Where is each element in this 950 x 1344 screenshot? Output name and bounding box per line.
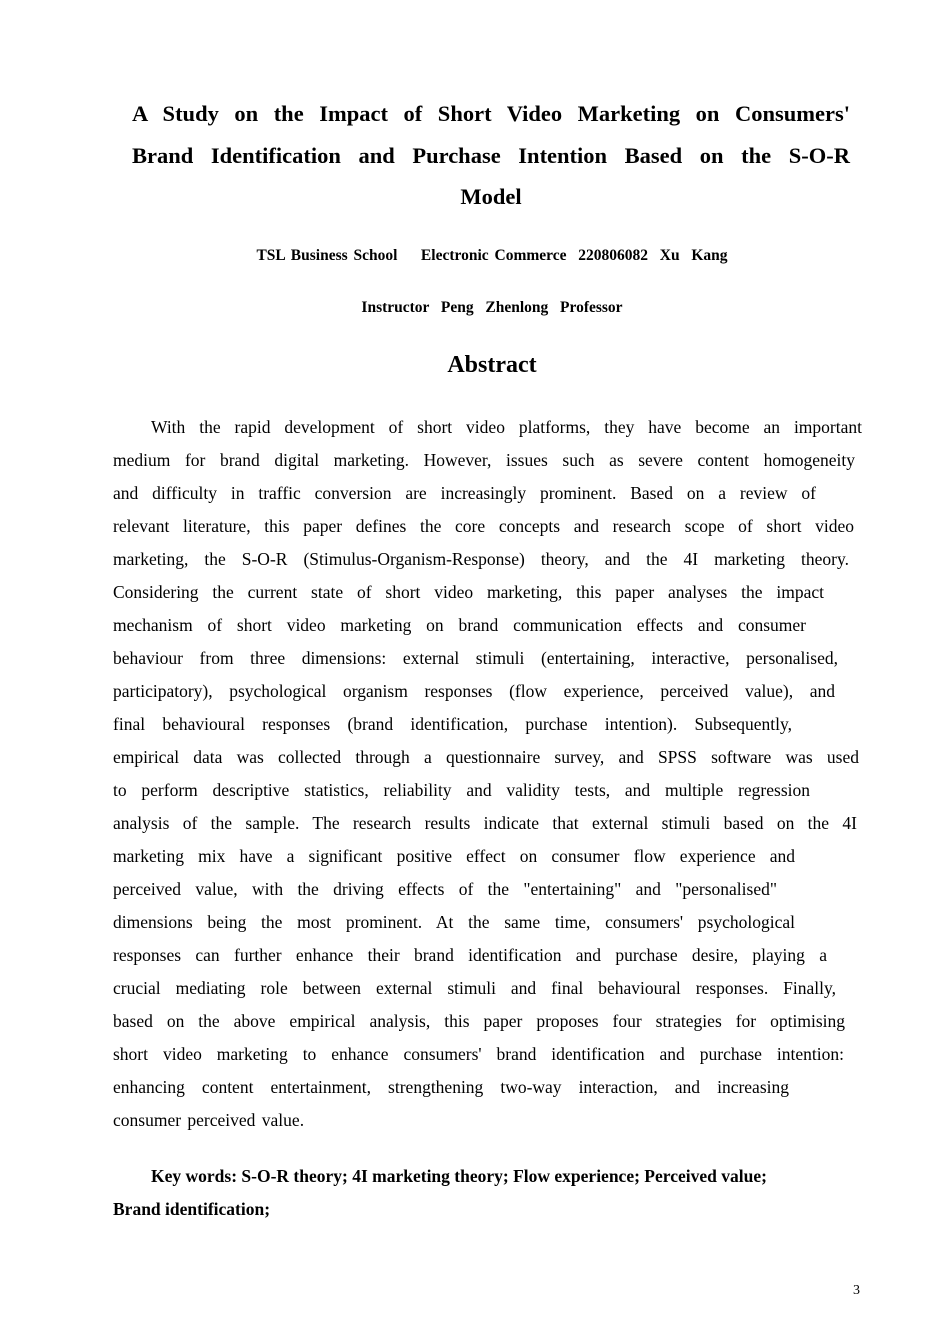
abstract-line: marketing mix have a significant positive effect on consumer flow experience and [113, 846, 795, 866]
abstract-line: dimensions being the most prominent. At the same time, consumers' psychological [113, 912, 795, 932]
abstract-line: based on the above empirical analysis, this paper proposes four strategies for optimising [113, 1011, 845, 1031]
abstract-line: mechanism of short video marketing on brand communication effects and consumer [113, 615, 806, 635]
author-line: TSL Business School Electronic Commerce 220806082 Xu Kang [256, 247, 728, 264]
abstract-line: With the rapid development of short video platforms, they have become an important [151, 417, 862, 437]
abstract-line: enhancing content entertainment, strengthening two-way interaction, and increasing [113, 1077, 789, 1097]
keywords-line-1: Key words: S-O-R theory; 4I marketing theory; Flow experience; Perceived value; [151, 1166, 767, 1186]
abstract-line: responses can further enhance their brand identification and purchase desire, playing a [113, 945, 827, 965]
abstract-line: marketing, the S-O-R (Stimulus-Organism-Response) theory, and the 4I marketing theory. [113, 549, 849, 569]
abstract-line: short video marketing to enhance consumers' brand identification and purchase intention: [113, 1044, 844, 1064]
title-line-1: A Study on the Impact of Short Video Marketing on Consumers' [132, 101, 850, 126]
abstract-line: behaviour from three dimensions: external stimuli (entertaining, interactive, personalised, [113, 648, 838, 668]
abstract-line: relevant literature, this paper defines the core concepts and research scope of short video [113, 516, 854, 536]
keywords-line-2: Brand identification; [113, 1199, 271, 1219]
instructor-line: Instructor Peng Zhenlong Professor [361, 299, 623, 316]
abstract-line: empirical data was collected through a questionnaire survey, and SPSS software was used [113, 747, 859, 767]
title-line-2: Brand Identification and Purchase Intention Based on the S-O-R [132, 143, 850, 168]
abstract-line: and difficulty in traffic conversion are increasingly prominent. Based on a review of [113, 483, 816, 503]
abstract-line: consumer perceived value. [113, 1110, 305, 1130]
abstract-heading: Abstract [447, 352, 537, 378]
abstract-line: participatory), psychological organism responses (flow experience, perceived value), and [113, 681, 835, 701]
page-number: 3 [853, 1283, 860, 1298]
title-line-3: Model [460, 184, 522, 209]
abstract-line: perceived value, with the driving effects of the "entertaining" and "personalised" [113, 879, 777, 899]
abstract-line: crucial mediating role between external stimuli and final behavioural responses. Finally, [113, 978, 836, 998]
abstract-line: Considering the current state of short video marketing, this paper analyses the impact [113, 582, 824, 602]
abstract-line: to perform descriptive statistics, reliability and validity tests, and multiple regression [113, 780, 810, 800]
abstract-line: final behavioural responses (brand identification, purchase intention). Subsequently, [113, 714, 792, 734]
abstract-line: analysis of the sample. The research results indicate that external stimuli based on the 4I [113, 813, 857, 833]
abstract-line: medium for brand digital marketing. However, issues such as severe content homogeneity [113, 450, 855, 470]
